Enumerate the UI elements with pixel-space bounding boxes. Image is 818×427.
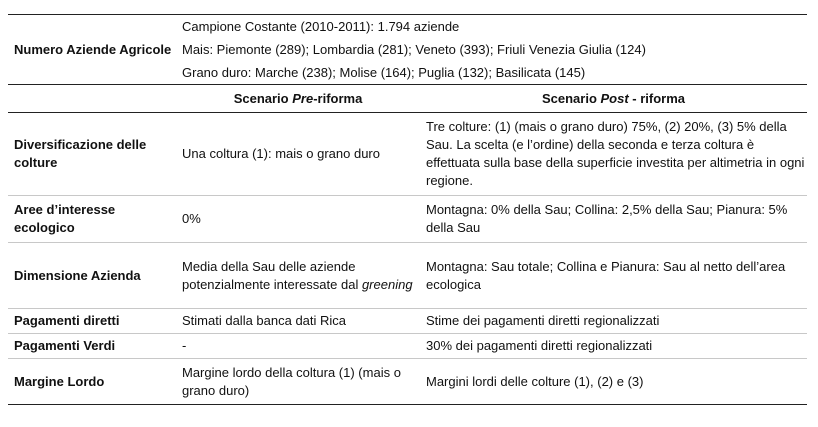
table-bottom-rule [8, 404, 807, 405]
cell-pre: Media della Sau delle aziende potenzialmente interessate dal greening [182, 258, 413, 292]
cell-post: Stime dei pagamenti diretti regionalizzati [426, 313, 660, 328]
row-label: Pagamenti diretti [14, 313, 120, 328]
row-label-sample: Numero Aziende Agricole [14, 41, 172, 57]
cell-pre: 0% [182, 211, 201, 226]
table-row [8, 359, 807, 404]
scenario-table [8, 14, 807, 405]
table-row [8, 196, 807, 242]
cell-post: Montagna: Sau totale; Collina e Pianura: Sau al netto dell’area ecologica [426, 258, 786, 292]
row-label: Aree d’interesse ecologico [14, 202, 116, 235]
table-row-sample [8, 15, 807, 84]
row-label: Dimensione Azienda [14, 267, 141, 283]
header-post-riforma: Scenario Post - riforma [541, 90, 686, 106]
row-label: Margine Lordo [14, 373, 105, 389]
sample-description [176, 15, 807, 84]
table-row [8, 113, 807, 195]
cell-post: Tre colture: (1) (mais o grano duro) 75%, (2) 20%, (3) 5% della Sau. La scelta (e l’ordine) della seconda e terza coltura è effettuata sulla base della superficie investita per altimetria in ogni regione. [426, 119, 805, 188]
row-label: Pagamenti Verdi [14, 338, 116, 353]
sample-line-2: Mais: Piemonte (289); Lombardia (281); Veneto (393); Friuli Venezia Giulia (124) [182, 42, 646, 57]
cell-pre: Margine lordo della coltura (1) (mais o grano duro) [182, 364, 401, 398]
cell-pre: Stimati dalla banca dati Rica [182, 313, 347, 328]
cell-pre: - [182, 338, 187, 353]
cell-post: Margini lordi delle colture (1), (2) e (3) [426, 373, 644, 389]
header-pre-riforma: Scenario Pre-riforma [233, 90, 363, 106]
table-header-row [8, 85, 807, 112]
cell-post: Montagna: 0% della Sau; Collina: 2,5% della Sau; Pianura: 5% della Sau [426, 202, 788, 235]
cell-post: 30% dei pagamenti diretti regionalizzati [426, 338, 653, 353]
row-label: Diversificazione delle colture [14, 137, 147, 170]
table-row [8, 243, 807, 308]
table-row [8, 334, 807, 358]
sample-line-3: Grano duro: Marche (238); Molise (164); Puglia (132); Basilicata (145) [182, 65, 586, 80]
cell-pre: Una coltura (1): mais o grano duro [182, 146, 380, 161]
table-row [8, 309, 807, 333]
cell-pre-italic: greening [361, 276, 413, 292]
sample-line-1: Campione Costante (2010-2011): 1.794 aziende [182, 19, 460, 34]
